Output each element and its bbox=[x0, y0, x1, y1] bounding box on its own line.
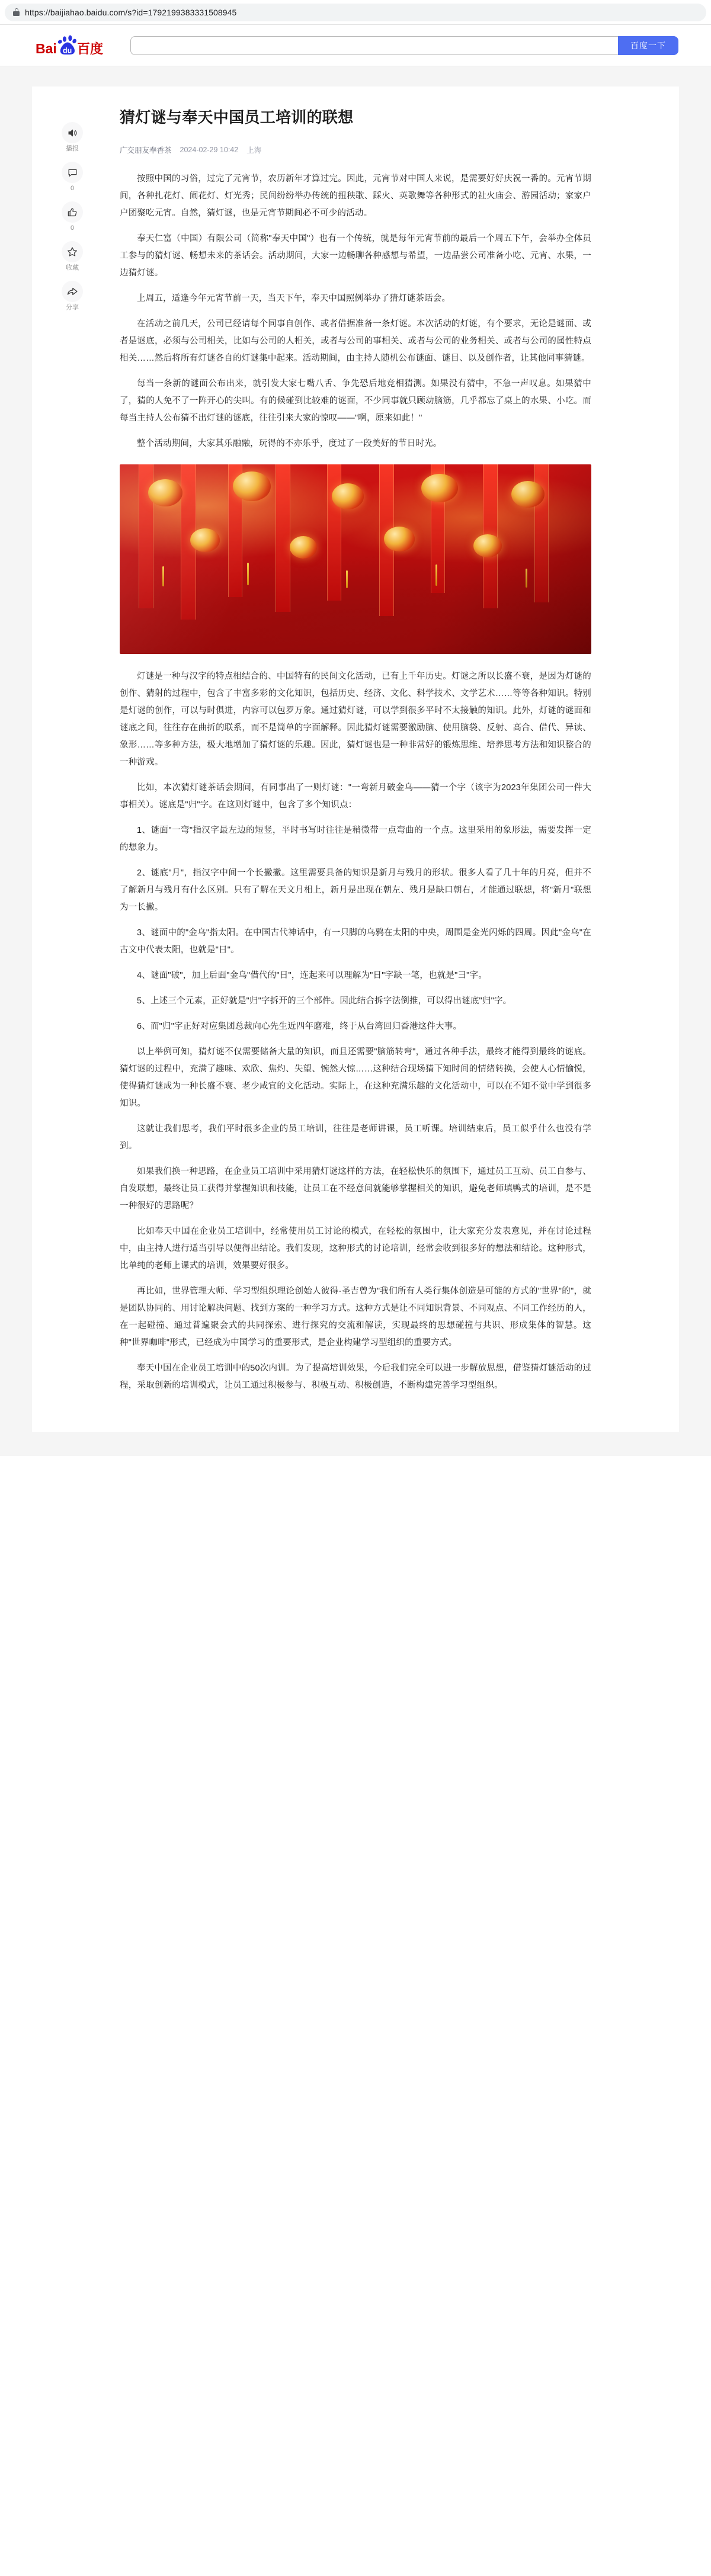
article-paragraph-bottom-0: 灯谜是一种与汉字的特点相结合的、中国特有的民间文化活动，已有上千年历史。灯谜之所以长盛不衰，是因为灯谜的创作、猜射的过程中，包含了丰富多彩的文化知识，包括历史、经济、文化、科学技术、文学艺术……等等各种知识。特别是灯谜的创作，可以与时俱进，内容可以包罗万象。通过猜灯谜，可以学到很多平时不太接触的知识。此外，灯谜的谜面和谜底之间，往往存在曲折的联系，而不是简单的字面解释。因此猜灯谜需要激励脑、使用脑袋、反射、高合、借代、异读、象形……等多种方法，极大地增加了猜灯谜的乐趣。因此，猜灯谜也是一种非常好的锻炼思维、培养思考方法和知识整合的一种游戏。 bbox=[120, 671, 591, 767]
svg-text:du: du bbox=[63, 46, 72, 54]
rail-label-favorite: 收藏 bbox=[66, 264, 79, 271]
article-paragraph-bottom-2: 1、谜面"一弯"指汉字最左边的短竖，平时书写时往往是稍微带一点弯曲的一个点。这里采用的象形法，需要发挥一定的想象力。 bbox=[120, 825, 591, 852]
article-paragraph-top-2: 上周五，适逢今年元宵节前一天，当天下午，奉天中国照例举办了猜灯谜茶话会。 bbox=[137, 293, 451, 303]
article-sheet bbox=[32, 86, 679, 1432]
article-paragraph-bottom-3: 2、谜底"月"，指汉字中间一个长撇撇。这里需要具备的知识是新月与残月的形状。很多人看了几十年的月亮，但并不了解新月与残月有什么区别。只有了解在天文月相上，新月是出现在朝左、残月是缺口朝右，才能通过联想，将"新月"联想为一长撇。 bbox=[120, 868, 591, 912]
author-name[interactable]: 广交朋友奉香茶 bbox=[120, 146, 172, 155]
article-body-bottom bbox=[120, 668, 591, 1394]
search-input[interactable] bbox=[130, 36, 618, 55]
article-paragraph-top-4: 每当一条新的谜面公布出来，就引发大家七嘴八舌、争先恐后地竞相猜测。如果没有猜中，不急一声叹息。如果猜中了，猜的人免不了一阵开心的尖叫。有的候碰到比较难的谜面，不少同事就只顾动脑筋，几乎都忘了桌上的水果、小吃。而每当主持人公布猜不出灯谜的谜底，往往引来大家的惊叹——"啊，原来如此！" bbox=[120, 378, 591, 423]
article-paragraph-bottom-4: 3、谜面中的"金乌"指太阳。在中国古代神话中，有一只脚的乌鸦在太阳的中央，周围是金光闪烁的四周。因此"金乌"在古文中代表太阳，也就是"日"。 bbox=[120, 928, 591, 955]
rail-item-favorite[interactable] bbox=[62, 241, 83, 271]
article-paragraph-bottom-7: 6、而"归"字正好对应集团总裁向心先生近四年磨难，终于从台湾回归香港这件大事。 bbox=[137, 1021, 462, 1031]
search-button[interactable]: 百度一下 bbox=[618, 36, 678, 55]
article-paragraph-bottom-9: 这就让我们思考，我们平时很多企业的员工培训，往往是老师讲课，员工听课。培训结束后，员工似乎什么也没有学到。 bbox=[120, 1124, 591, 1151]
publish-location: 上海 bbox=[246, 146, 262, 155]
publish-date: 2024-02-29 10:42 bbox=[180, 145, 239, 154]
article-paragraph-bottom-12: 再比如，世界管理大师、学习型组织理论创始人彼得·圣吉曾为"我们所有人类行集体创造是可能的方式的"世界"的"，就是团队协同的、用讨论解决问题、找到方案的一种学习方式。这种方式是让不同知识背景、不同观点、不同工作经历的人，在一起碰撞、通过普遍聚会式的共同探索、进行探究的交流和解读，实现最终的思想碰撞与共识、形成集体的智慧。这种"世界咖啡"形式，已经成为中国学习的重要形式，是企业构建学习型组织的重要方式。 bbox=[120, 1286, 591, 1348]
article-meta bbox=[120, 145, 591, 155]
lock-icon bbox=[13, 8, 20, 16]
article-paragraph-bottom-1: 比如，本次猜灯谜茶话会期间，有同事出了一则灯谜："一弯新月破金乌——猜一个字（该字为2023年集团公司一件大事相关）。谜底是"归"字。在这则灯谜中，包含了多个知识点： bbox=[120, 782, 591, 810]
article-paragraph-bottom-5: 4、谜面"破"，加上后面"金乌"借代的"日"，连起来可以理解为"日"字缺一笔，也就是"彐"字。 bbox=[137, 970, 487, 980]
article-paragraph-top-1: 奉天仁富（中国）有限公司（简称"奉天中国"）也有一个传统，就是每年元宵节前的最后一个周五下午，会举办全体员工参与的猜灯谜、畅想未来的茶话会。活动期间，大家一边畅聊各种感想与希望，一边品尝公司准备小吃、元宵、水果，一边猜灯谜。 bbox=[120, 233, 591, 278]
article-paragraph-top-3: 在活动之前几天，公司已经请每个同事自创作、或者借据准备一条灯谜。本次活动的灯谜，有个要求，无论是谜面、或者是谜底，必须与公司相关，比如与公司的人相关，或者与公司的事相关、或者与公司的业务相关、或者与公司的属性特点相关……然后将所有灯谜各自的灯谜集中起来。活动期间，由主持人随机公布谜面、谜目、以及创作者，让其他同事猜谜。 bbox=[120, 319, 591, 363]
baidu-logo[interactable] bbox=[36, 34, 108, 57]
rail-label-like: 0 bbox=[70, 224, 75, 232]
rail-item-like[interactable] bbox=[62, 201, 83, 232]
svg-text:百度: 百度 bbox=[77, 41, 104, 57]
rail-item-share[interactable] bbox=[62, 281, 83, 311]
baidu-header bbox=[0, 25, 711, 66]
address-bar[interactable] bbox=[5, 4, 706, 21]
action-rail bbox=[56, 122, 89, 318]
star-icon bbox=[62, 241, 83, 262]
comment-icon bbox=[62, 162, 83, 183]
article-paragraph-top-0: 按照中国的习俗，过完了元宵节，农历新年才算过完。因此，元宵节对中国人来说，是需要好好庆祝一番的。元宵节期间，各种扎花灯、闹花灯、灯光秀；民间纷纷举办传统的扭秧歌、踩火、英歌舞等各种形式的社火庙会、游园活动；家家户户团聚吃元宵。自然，猜灯谜，也是元宵节期间必不可少的活动。 bbox=[120, 174, 591, 218]
lantern-photo bbox=[120, 464, 591, 654]
svg-text:Bai: Bai bbox=[36, 40, 57, 56]
rail-label-share: 分享 bbox=[66, 304, 79, 311]
rail-item-broadcast[interactable] bbox=[62, 122, 83, 152]
article-paragraph-bottom-6: 5、上述三个元素，正好就是"归"字拆开的三个部件。因此结合拆字法倒推，可以得出谜底"归"字。 bbox=[137, 996, 512, 1006]
article-paragraph-top-5: 整个活动期间，大家其乐融融，玩得的不亦乐乎，度过了一段美好的节日时光。 bbox=[137, 438, 442, 448]
speaker-icon bbox=[62, 122, 83, 143]
rail-label-comment: 0 bbox=[70, 185, 75, 192]
rail-label-broadcast: 播报 bbox=[66, 145, 79, 152]
article-paragraph-bottom-10: 如果我们换一种思路，在企业员工培训中采用猜灯谜这样的方法，在轻松快乐的氛围下，通过员工互动、员工自参与、自发联想，最终让员工获得并掌握知识和技能，让员工在不经意间就能够掌握相关的知识，避免老师填鸭式的培训，是不是一种很好的思路呢？ bbox=[120, 1166, 591, 1211]
article-paragraph-bottom-8: 以上举例可知，猜灯谜不仅需要储备大量的知识，而且还需要"脑筋转弯"，通过各种手法，最终才能得到最终的谜底。猜灯谜的过程中，充满了趣味、欢欣、焦灼、失望、惋然大惊……这种结合现场猜下知时间的情绪转换，会使人心情愉悦，使得猜灯谜成为一种长盛不衰、老少咸宜的文化活动。实际上，在这种充满乐趣的文化活动中，可以在不知不觉中学到很多知识。 bbox=[120, 1047, 591, 1108]
thumbs-up-icon bbox=[62, 201, 83, 223]
browser-url-bar bbox=[0, 0, 711, 24]
rail-item-comment[interactable] bbox=[62, 162, 83, 192]
share-icon bbox=[62, 281, 83, 302]
article-figure bbox=[120, 464, 591, 654]
page-background bbox=[0, 66, 711, 1456]
url-text: https://baijiahao.baidu.com/s?id=1792199383331508945 bbox=[25, 7, 237, 17]
article-paragraph-bottom-11: 比如奉天中国在企业员工培训中，经常使用员工讨论的模式，在轻松的氛围中，让大家充分发表意见，并在讨论过程中，由主持人进行适当引导以便得出结论。我们发现，这种形式的讨论培训，经常会收到很多好的想法和结论。这种形式，比单纯的老师上课式的培训，效果要好很多。 bbox=[120, 1226, 591, 1271]
article-paragraph-bottom-13: 奉天中国在企业员工培训中的50次内训。为了提高培训效果，今后我们完全可以进一步解放思想，借鉴猜灯谜活动的过程，采取创新的培训模式，让员工通过积极参与、积极互动、积极创造，不断构建完善学习型组织。 bbox=[120, 1363, 591, 1390]
page-title: 猜灯谜与奉天中国员工培训的联想 bbox=[120, 108, 354, 126]
baidu-search-row bbox=[130, 36, 678, 55]
article-body-top bbox=[120, 171, 591, 453]
